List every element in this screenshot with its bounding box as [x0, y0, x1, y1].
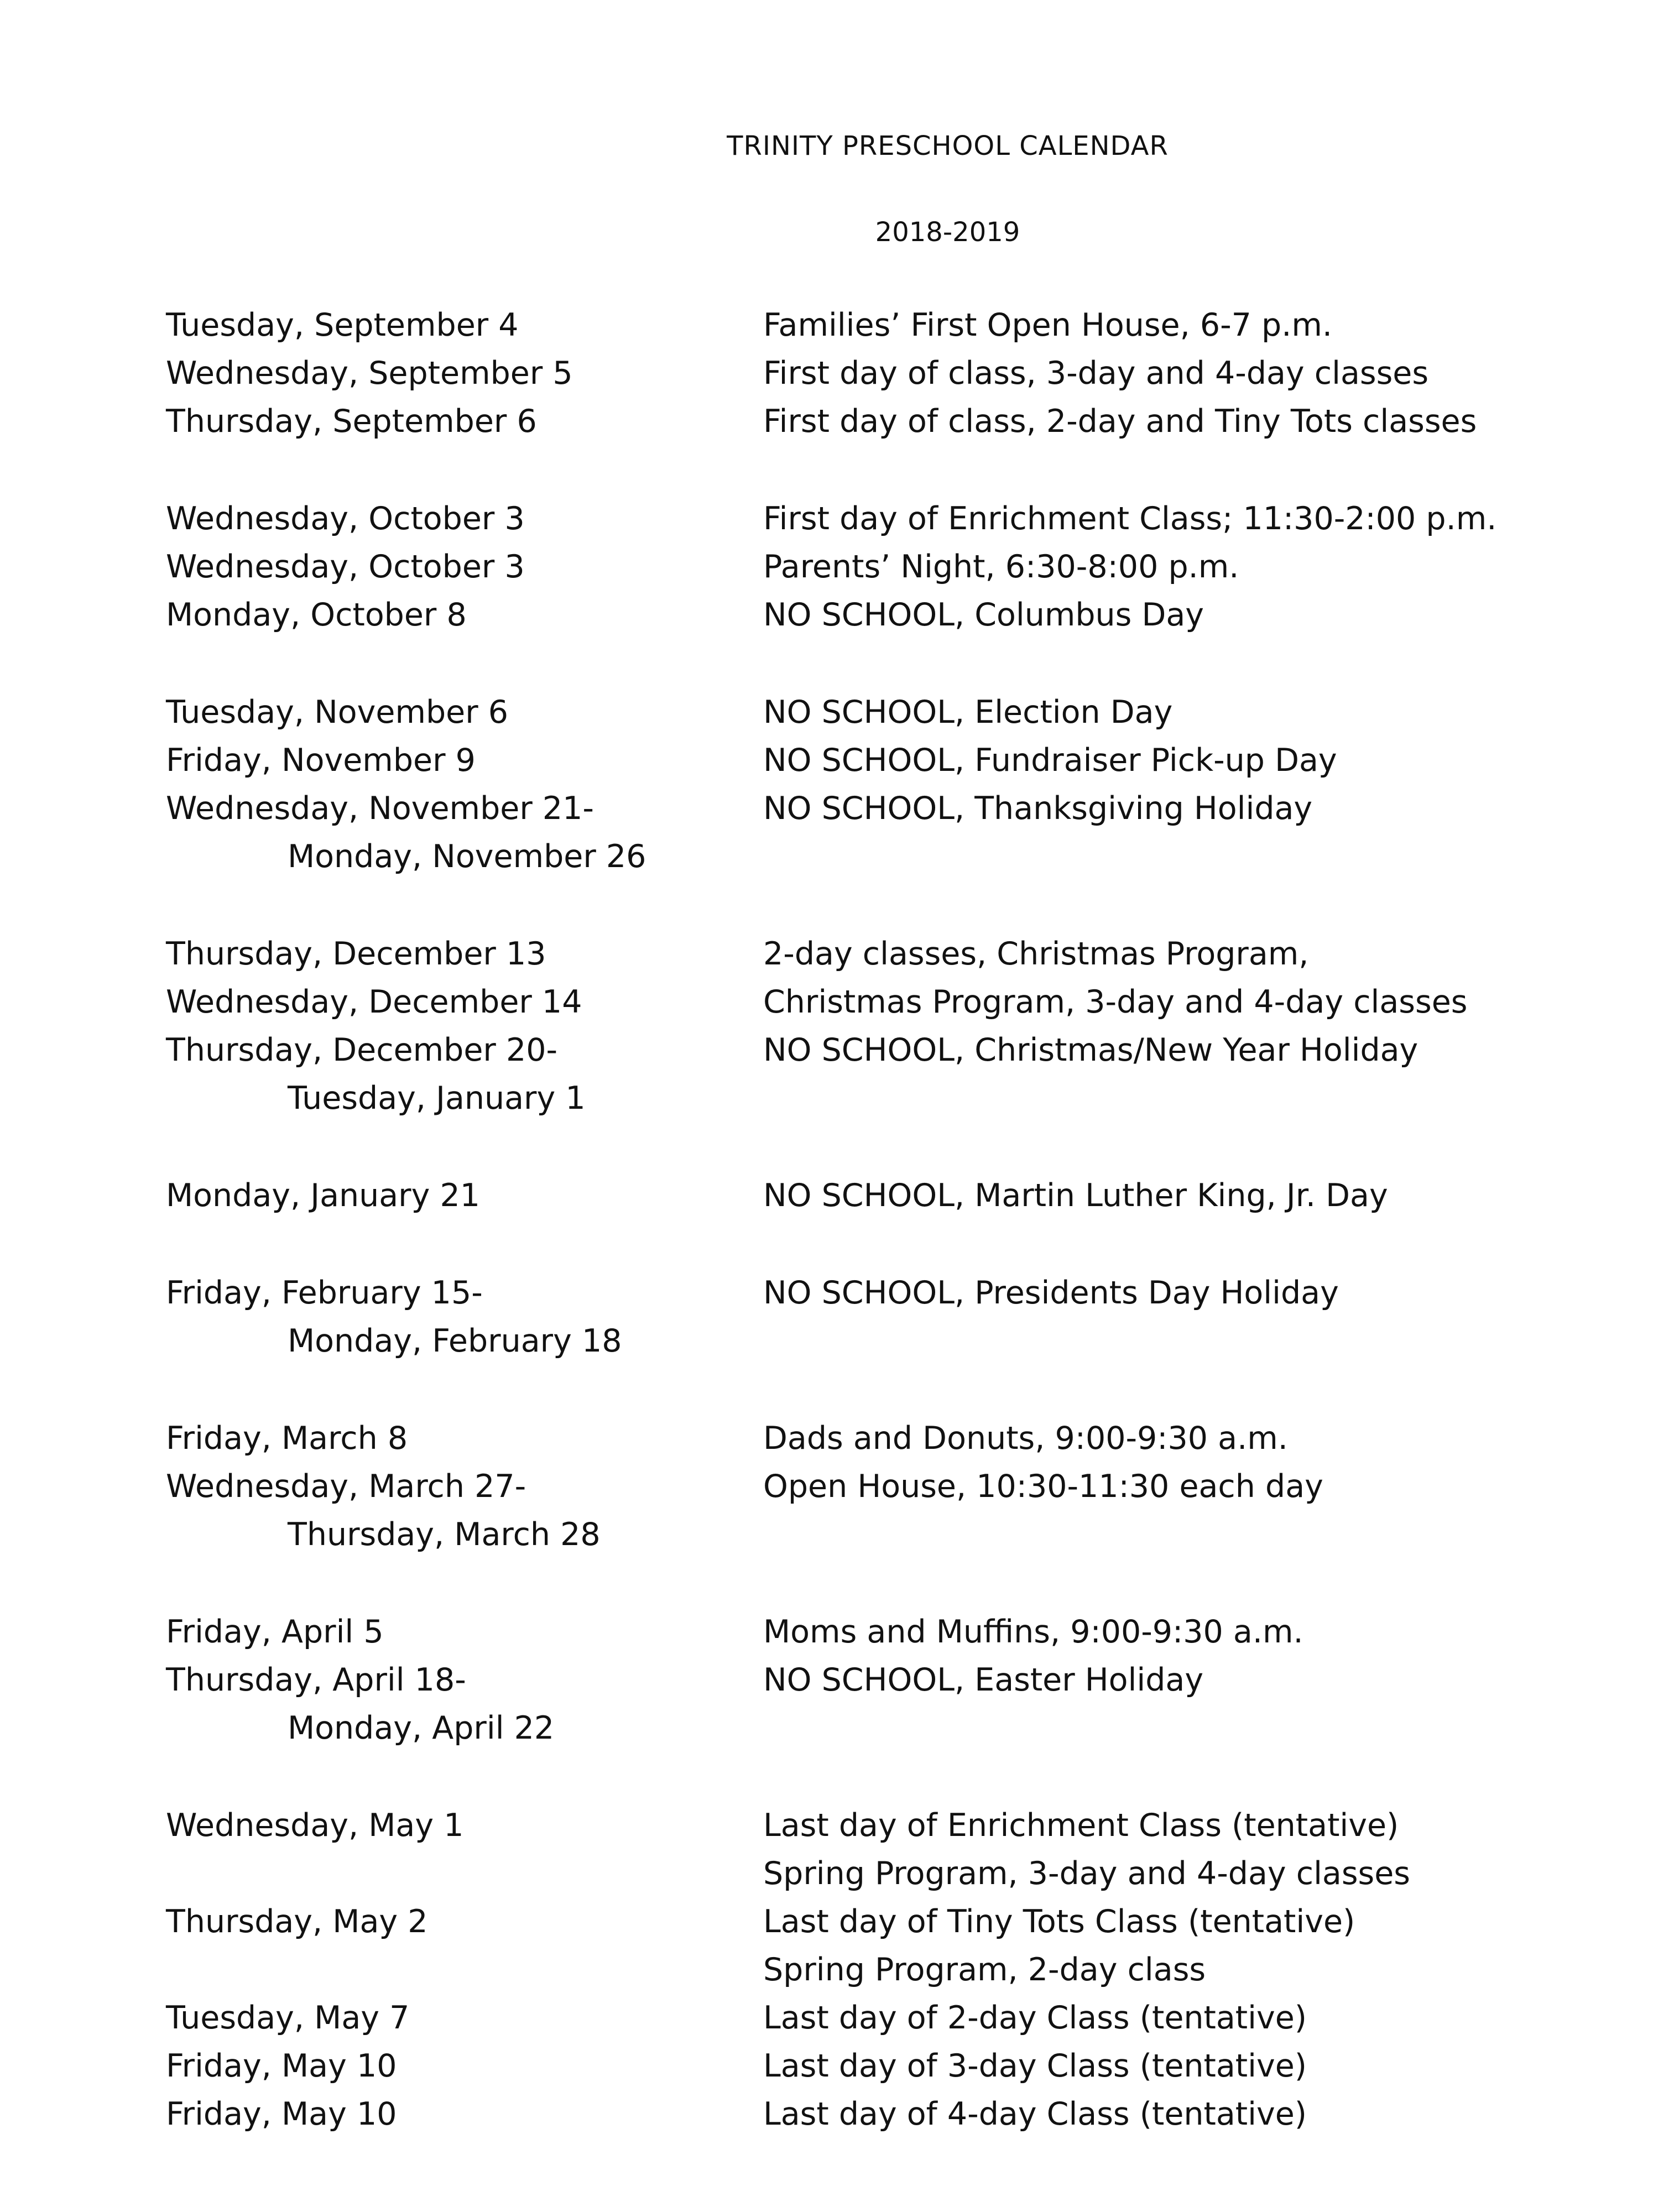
- row-event: NO SCHOOL, Columbus Day: [763, 597, 1204, 633]
- row-event: Last day of Enrichment Class (tentative): [763, 1807, 1399, 1844]
- row-event: Dads and Donuts, 9:00-9:30 a.m.: [763, 1420, 1288, 1457]
- row-event: First day of Enrichment Class; 11:30-2:00 p.m.: [763, 500, 1497, 537]
- row-event: NO SCHOOL, Martin Luther King, Jr. Day: [763, 1177, 1388, 1214]
- row-date: Wednesday, October 3: [166, 549, 525, 585]
- row-date: Monday, April 22: [288, 1710, 555, 1746]
- row-event: First day of class, 3-day and 4-day classes: [763, 355, 1429, 392]
- row-event: NO SCHOOL, Easter Holiday: [763, 1662, 1204, 1698]
- row-date: Wednesday, September 5: [166, 355, 573, 392]
- row-event: First day of class, 2-day and Tiny Tots classes: [763, 403, 1477, 440]
- calendar-year: 2018-2019: [875, 217, 1020, 248]
- row-date: Monday, February 18: [288, 1323, 622, 1359]
- row-event: NO SCHOOL, Thanksgiving Holiday: [763, 790, 1313, 827]
- row-date: Friday, May 10: [166, 2096, 397, 2132]
- row-event: NO SCHOOL, Election Day: [763, 694, 1173, 731]
- row-date: Wednesday, October 3: [166, 500, 525, 537]
- row-date: Tuesday, November 6: [166, 694, 509, 731]
- row-event: Last day of Tiny Tots Class (tentative): [763, 1903, 1355, 1940]
- row-event: Spring Program, 3-day and 4-day classes: [763, 1855, 1411, 1892]
- row-event: Moms and Muffins, 9:00-9:30 a.m.: [763, 1614, 1303, 1650]
- row-date: Monday, October 8: [166, 597, 467, 633]
- row-date: Thursday, December 20-: [166, 1032, 558, 1068]
- row-date: Thursday, May 2: [166, 1903, 428, 1940]
- row-date: Wednesday, December 14: [166, 984, 582, 1020]
- row-event: Last day of 2-day Class (tentative): [763, 2000, 1307, 2036]
- row-event: Last day of 4-day Class (tentative): [763, 2096, 1307, 2132]
- row-event: Families’ First Open House, 6-7 p.m.: [763, 307, 1332, 343]
- row-date: Tuesday, May 7: [166, 2000, 410, 2036]
- row-date: Monday, November 26: [288, 838, 646, 875]
- row-date: Friday, May 10: [166, 2048, 397, 2084]
- row-event: Christmas Program, 3-day and 4-day classes: [763, 984, 1468, 1020]
- row-date: Friday, February 15-: [166, 1275, 483, 1311]
- row-date: Monday, January 21: [166, 1177, 480, 1214]
- row-event: Spring Program, 2-day class: [763, 1952, 1206, 1988]
- row-date: Thursday, April 18-: [166, 1662, 466, 1698]
- row-date: Thursday, March 28: [288, 1516, 601, 1553]
- row-event: NO SCHOOL, Presidents Day Holiday: [763, 1275, 1339, 1311]
- row-date: Thursday, September 6: [166, 403, 537, 440]
- row-date: Friday, November 9: [166, 742, 476, 779]
- row-date: Friday, March 8: [166, 1420, 408, 1457]
- row-date: Tuesday, September 4: [166, 307, 519, 343]
- row-event: Open House, 10:30-11:30 each day: [763, 1468, 1323, 1505]
- row-date: Wednesday, November 21-: [166, 790, 594, 827]
- calendar-title: TRINITY PRESCHOOL CALENDAR: [727, 131, 1169, 161]
- row-date: Friday, April 5: [166, 1614, 384, 1650]
- row-date: Wednesday, May 1: [166, 1807, 464, 1844]
- row-event: Last day of 3-day Class (tentative): [763, 2048, 1307, 2084]
- row-event: NO SCHOOL, Fundraiser Pick-up Day: [763, 742, 1337, 779]
- row-date: Tuesday, January 1: [288, 1080, 586, 1117]
- row-event: NO SCHOOL, Christmas/New Year Holiday: [763, 1032, 1419, 1068]
- row-date: Thursday, December 13: [166, 936, 546, 972]
- row-event: 2-day classes, Christmas Program,: [763, 936, 1309, 972]
- row-event: Parents’ Night, 6:30-8:00 p.m.: [763, 549, 1239, 585]
- row-date: Wednesday, March 27-: [166, 1468, 526, 1505]
